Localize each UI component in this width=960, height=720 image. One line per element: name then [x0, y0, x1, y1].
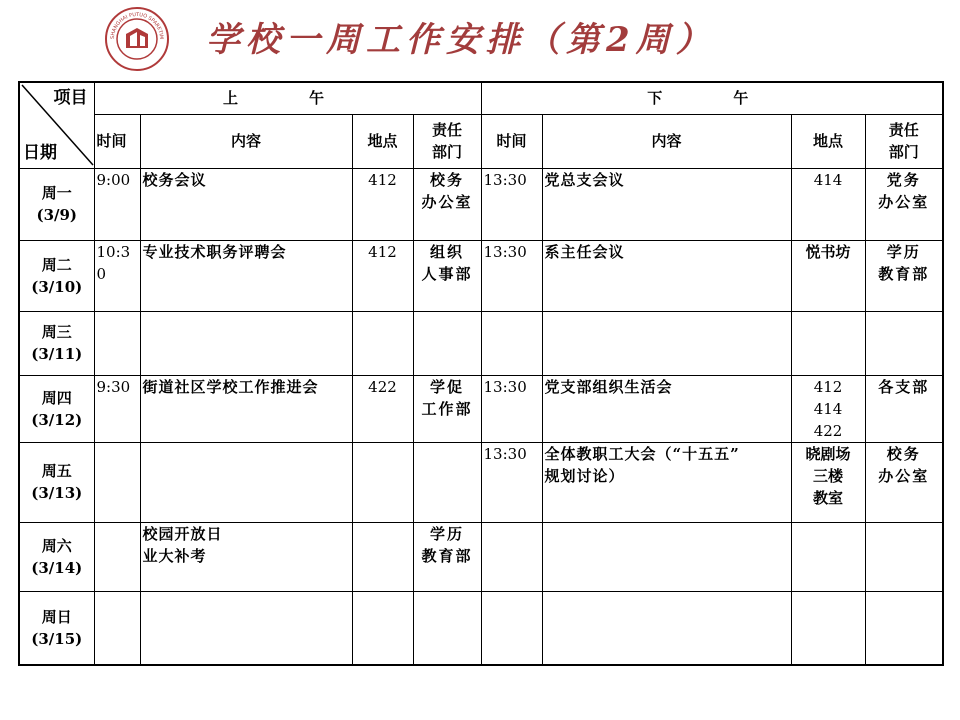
svg-text:SHANGHAI PUTUO SPARETIME UNIVE: SHANGHAI PUTUO SPARETIM	[109, 11, 165, 40]
day-date: (3/10)	[31, 277, 83, 296]
am-time-cell	[94, 591, 140, 665]
table-row	[19, 311, 943, 375]
am-dept-cell-line: 学历	[430, 524, 465, 543]
am-place-cell	[352, 591, 413, 665]
table-row	[19, 522, 943, 591]
pm-place-cell-line: 414	[813, 399, 843, 418]
pm-place-cell-line: 三楼	[813, 466, 844, 485]
pm-time-cell	[481, 591, 542, 665]
am-time-cell	[94, 442, 140, 522]
am-place-cell	[352, 240, 413, 311]
pm-content-cell-line: 党总支会议	[544, 170, 625, 189]
am-dept-cell	[413, 442, 481, 522]
pm-place-cell-line: 悦书坊	[805, 242, 851, 261]
am-time-header: 时间	[94, 114, 140, 168]
am-dept-cell	[413, 240, 481, 311]
pm-dept-cell	[865, 240, 943, 311]
day-cell	[19, 591, 94, 665]
am-dept-cell	[413, 591, 481, 665]
pm-time-cell: 13:30	[481, 240, 542, 311]
am-time-cell	[94, 311, 140, 375]
pm-time-cell	[481, 311, 542, 375]
am-dept-cell	[413, 375, 481, 442]
day-cell	[19, 375, 94, 442]
am-dept-cell	[413, 522, 481, 591]
day-name: 周六	[41, 536, 72, 555]
weekly-schedule-table	[18, 81, 944, 666]
pm-place-cell-line: 412	[813, 377, 843, 396]
am-dept-cell-line: 组织	[430, 242, 465, 261]
pm-dept-cell	[865, 522, 943, 591]
schedule-rows	[19, 168, 943, 665]
pm-content-header: 内容	[542, 114, 791, 168]
pm-dept-cell-line: 办公室	[878, 466, 930, 485]
pm-dept-header: 责任部门	[865, 114, 943, 168]
am-dept-cell	[413, 311, 481, 375]
corner-label-item: 项目	[53, 88, 88, 108]
pm-content-cell	[542, 591, 791, 665]
table-row	[19, 375, 943, 442]
corner-header-cell	[19, 82, 94, 168]
pm-dept-cell-line: 学历	[886, 242, 921, 261]
am-place-cell	[352, 168, 413, 240]
pm-place-cell	[791, 442, 865, 522]
pm-place-cell	[791, 375, 865, 442]
am-dept-cell-line: 校务	[430, 170, 465, 189]
am-place-cell	[352, 442, 413, 522]
day-name: 周五	[41, 462, 72, 480]
pm-content-cell-line: 党支部组织生活会	[544, 377, 673, 396]
pm-time-header: 时间	[481, 114, 542, 168]
pm-content-cell-line: 系主任会议	[544, 242, 625, 261]
am-time-cell	[94, 522, 140, 591]
day-cell	[19, 442, 94, 522]
pm-place-cell	[791, 311, 865, 375]
day-name: 周三	[41, 323, 72, 341]
pm-dept-cell-line: 党务	[886, 170, 921, 189]
day-name: 周一	[41, 184, 72, 202]
am-dept-cell-line: 学促	[430, 377, 465, 396]
am-dept-cell-line: 办公室	[421, 192, 473, 211]
am-dept-cell-line: 工作部	[421, 399, 473, 418]
pm-time-cell: 13:30	[481, 168, 542, 240]
day-name: 周四	[41, 388, 72, 407]
pm-dept-cell-line: 教育部	[878, 264, 930, 283]
am-content-cell	[140, 591, 352, 665]
pm-content-cell-line: 规划讨论）	[544, 466, 625, 485]
am-place-header: 地点	[352, 114, 413, 168]
am-place-cell	[352, 522, 413, 591]
am-content-cell	[140, 240, 352, 311]
am-dept-header: 责任部门	[413, 114, 481, 168]
pm-place-cell-line: 414	[813, 170, 843, 189]
day-date: (3/9)	[36, 206, 78, 224]
day-name: 周二	[41, 255, 72, 274]
pm-dept-cell	[865, 591, 943, 665]
pm-dept-cell-line: 办公室	[878, 192, 930, 211]
pm-place-cell	[791, 168, 865, 240]
pm-content-cell	[542, 375, 791, 442]
am-time-cell: 9:30	[94, 375, 140, 442]
day-date: (3/12)	[31, 410, 83, 429]
day-date: (3/15)	[31, 629, 83, 648]
am-content-cell	[140, 442, 352, 522]
table-row	[19, 442, 943, 522]
pm-dept-cell-line: 校务	[886, 444, 921, 463]
pm-content-cell	[542, 311, 791, 375]
pm-time-cell: 13:30	[481, 375, 542, 442]
table-row	[19, 240, 943, 311]
pm-dept-cell-line: 各支部	[878, 377, 930, 396]
pm-content-cell-line: 全体教职工大会（“十五五”	[544, 444, 740, 463]
pm-place-cell	[791, 240, 865, 311]
pm-place-cell-line: 教室	[813, 488, 844, 507]
am-place-cell-line: 412	[368, 242, 397, 261]
pm-time-cell	[481, 522, 542, 591]
am-content-cell-line: 街道社区学校工作推进会	[142, 377, 319, 396]
pm-place-cell-line: 422	[813, 421, 843, 440]
am-time-cell: 10:30	[94, 240, 140, 311]
am-content-cell	[140, 375, 352, 442]
table-row	[19, 591, 943, 665]
pm-dept-cell	[865, 168, 943, 240]
day-name: 周日	[41, 607, 72, 626]
pm-place-cell-line: 晓剧场	[805, 444, 851, 463]
pm-time-cell: 13:30	[481, 442, 542, 522]
am-content-cell-line: 校园开放日	[142, 524, 223, 543]
afternoon-header: 下 午	[481, 82, 943, 114]
day-cell	[19, 240, 94, 311]
day-date: (3/11)	[31, 345, 83, 363]
am-content-cell	[140, 522, 352, 591]
am-content-cell	[140, 311, 352, 375]
corner-label-date: 日期	[23, 142, 57, 163]
am-content-cell	[140, 168, 352, 240]
pm-content-cell	[542, 522, 791, 591]
pm-dept-cell	[865, 442, 943, 522]
am-content-header: 内容	[140, 114, 352, 168]
pm-content-cell	[542, 442, 791, 522]
am-dept-cell-line: 教育部	[421, 546, 473, 565]
am-place-cell	[352, 375, 413, 442]
pm-content-cell	[542, 240, 791, 311]
pm-place-cell	[791, 591, 865, 665]
table-row	[19, 168, 943, 240]
pm-place-header: 地点	[791, 114, 865, 168]
pm-place-cell	[791, 522, 865, 591]
pm-dept-cell	[865, 311, 943, 375]
page-title: 学校一周工作安排（第2周）	[206, 20, 716, 60]
pm-content-cell	[542, 168, 791, 240]
day-cell	[19, 168, 94, 240]
day-cell	[19, 311, 94, 375]
am-place-cell-line: 412	[368, 170, 397, 189]
morning-header: 上 午	[94, 82, 481, 114]
am-place-cell-line: 422	[368, 377, 397, 396]
day-date: (3/14)	[31, 558, 83, 577]
am-content-cell-line: 业大补考	[142, 546, 207, 565]
am-dept-cell	[413, 168, 481, 240]
am-content-cell-line: 校务会议	[142, 170, 207, 189]
school-logo	[104, 6, 170, 72]
day-cell	[19, 522, 94, 591]
day-date: (3/13)	[31, 484, 83, 502]
am-content-cell-line: 专业技术职务评聘会	[142, 242, 287, 261]
am-dept-cell-line: 人事部	[421, 264, 473, 283]
am-time-cell: 9:00	[94, 168, 140, 240]
am-place-cell	[352, 311, 413, 375]
pm-dept-cell	[865, 375, 943, 442]
